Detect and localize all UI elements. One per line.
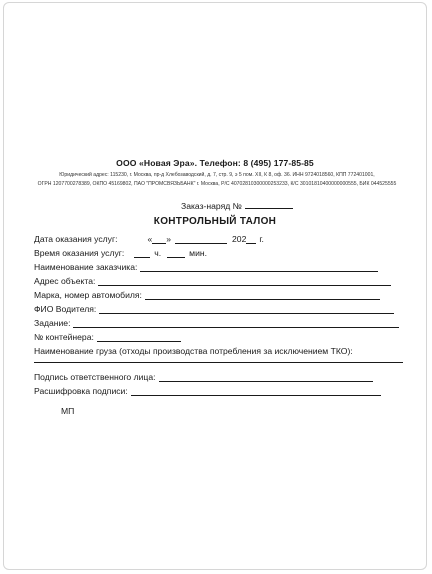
time-row	[34, 248, 207, 258]
order-number-label: Заказ-наряд №	[181, 201, 242, 211]
container-blank[interactable]	[97, 332, 181, 342]
driver-row	[34, 304, 394, 314]
time-hours-label: ч.	[154, 248, 162, 258]
form-sheet	[3, 2, 427, 570]
order-number-blank[interactable]	[245, 200, 293, 209]
cargo-label: Наименование груза (отходы производства потребления за исключением ТКО):	[34, 346, 353, 356]
time-label: Время оказания услуг:	[34, 248, 125, 258]
order-number	[181, 200, 293, 211]
signature-decode-blank[interactable]	[131, 386, 381, 396]
customer-blank[interactable]	[140, 262, 378, 272]
driver-blank[interactable]	[99, 304, 394, 314]
task-blank[interactable]	[73, 318, 399, 328]
task-row	[34, 318, 399, 328]
cargo-line-row	[34, 353, 403, 363]
address-row	[34, 276, 391, 286]
address-label: Адрес объекта:	[34, 276, 96, 286]
company-line: ООО «Новая Эра». Телефон: 8 (495) 177-85-85	[116, 158, 314, 168]
form-title: КОНТРОЛЬНЫЙ ТАЛОН	[153, 216, 277, 227]
date-year-suffix: г.	[259, 234, 264, 244]
signature-decode-label: Расшифровка подписи:	[34, 386, 128, 396]
date-year-blank[interactable]	[246, 234, 256, 244]
task-label: Задание:	[34, 318, 71, 328]
signature-row	[34, 372, 373, 382]
customer-label: Наименование заказчика:	[34, 262, 138, 272]
vehicle-label: Марка, номер автомобиля:	[34, 290, 142, 300]
date-day-blank[interactable]	[152, 234, 166, 244]
date-quote-close: »	[166, 234, 172, 244]
time-minutes-label: мин.	[189, 248, 208, 258]
customer-row	[34, 262, 378, 272]
cargo-blank[interactable]	[34, 353, 403, 363]
stamp-label: МП	[61, 406, 75, 416]
company-requisites	[22, 171, 412, 188]
date-month-blank[interactable]	[175, 234, 227, 244]
requisites-line-2: ОГРН 1207700278389, ОКПО 45169802, ПАО "ПРОМСВЯЗЬБАНК" г. Москва, Р/С 40702810300000253233, К/С 30101810400000000555, БИК 044525555	[37, 180, 397, 187]
signature-label: Подпись ответственного лица:	[34, 372, 156, 382]
container-row	[34, 332, 181, 342]
date-label: Дата оказания услуг:	[34, 234, 118, 244]
container-label: № контейнера:	[34, 332, 94, 342]
date-year: 202	[232, 234, 247, 244]
time-minutes-blank[interactable]	[167, 248, 185, 258]
driver-label: ФИО Водителя:	[34, 304, 97, 314]
address-blank[interactable]	[98, 276, 391, 286]
date-row	[34, 234, 264, 244]
date-quote-open: «	[147, 234, 153, 244]
time-hours-blank[interactable]	[134, 248, 150, 258]
vehicle-blank[interactable]	[145, 290, 380, 300]
signature-blank[interactable]	[159, 372, 373, 382]
requisites-line-1: Юридический адрес: 115230, г. Москва, пр-д Хлебозаводский, д. 7, стр. 9, э 5 пом. XII, К 8, оф. 36. ИНН 9724018560, КПП 772401001,	[59, 172, 375, 178]
vehicle-row	[34, 290, 380, 300]
signature-decode-row	[34, 386, 381, 396]
